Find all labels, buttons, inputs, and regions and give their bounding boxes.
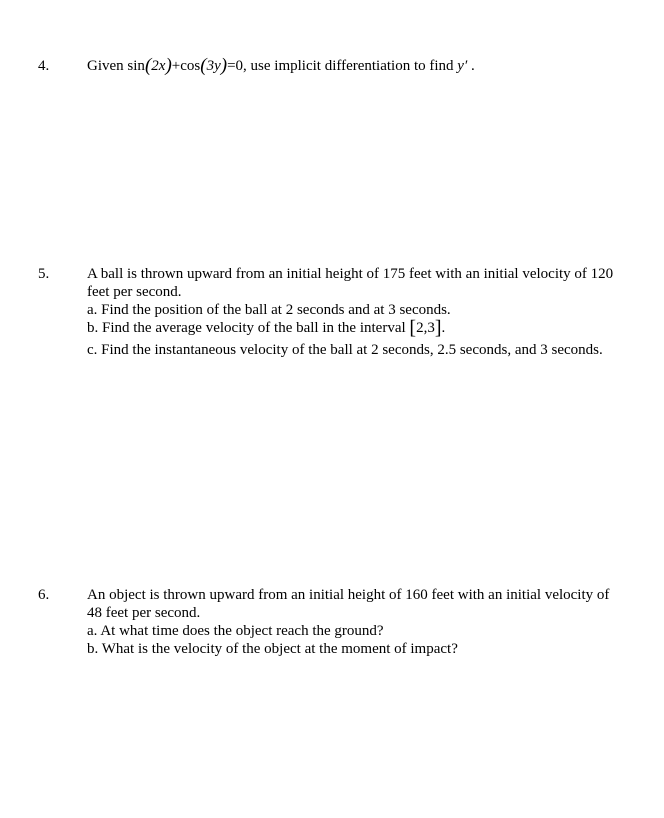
problem-stem: A ball is thrown upward from an initial height of 175 feet with an initial velocity of 120 feet per second. [87, 266, 614, 300]
problem-number: 5. [38, 266, 50, 282]
problem-number: 6. [38, 587, 50, 603]
part-a: a. At what time does the object reach the ground? [87, 623, 384, 639]
cos-argument: 3y [206, 58, 221, 74]
given-label: Given [87, 58, 124, 74]
problem-stem: An object is thrown upward from an initial height of 160 feet with an initial velocity of 48 feet per second. [87, 587, 610, 621]
plus-sign: + [171, 58, 181, 74]
problem-text [87, 265, 617, 359]
problem-number: 4. [38, 58, 50, 74]
problem-4-line [87, 57, 617, 75]
target-variable: y′ [457, 58, 468, 74]
part-b: b. What is the velocity of the object at the moment of impact? [87, 641, 458, 657]
cos-fn: cos [180, 58, 201, 74]
rhs-value: 0 [235, 58, 244, 74]
interval-value: 2,3 [416, 320, 435, 336]
instruction-text: , use implicit differentiation to find [243, 58, 454, 74]
problem-text [87, 586, 617, 658]
part-b-text: b. Find the average velocity of the ball in the interval [87, 320, 406, 336]
equals-sign: = [227, 58, 236, 74]
part-b: b. Find the average velocity of the ball in the interval [2,3]. [87, 317, 446, 339]
period: . [441, 320, 446, 336]
part-a: a. Find the position of the ball at 2 seconds and at 3 seconds. [87, 302, 451, 318]
sin-fn: sin [127, 58, 145, 74]
sin-argument: 2x [151, 58, 166, 74]
problem-text [87, 57, 617, 75]
period: . [471, 58, 475, 74]
equation: sin(2x)+cos(3y)=0 [127, 55, 244, 76]
part-c: c. Find the instantaneous velocity of the ball at 2 seconds, 2.5 seconds, and 3 seconds. [87, 342, 603, 358]
